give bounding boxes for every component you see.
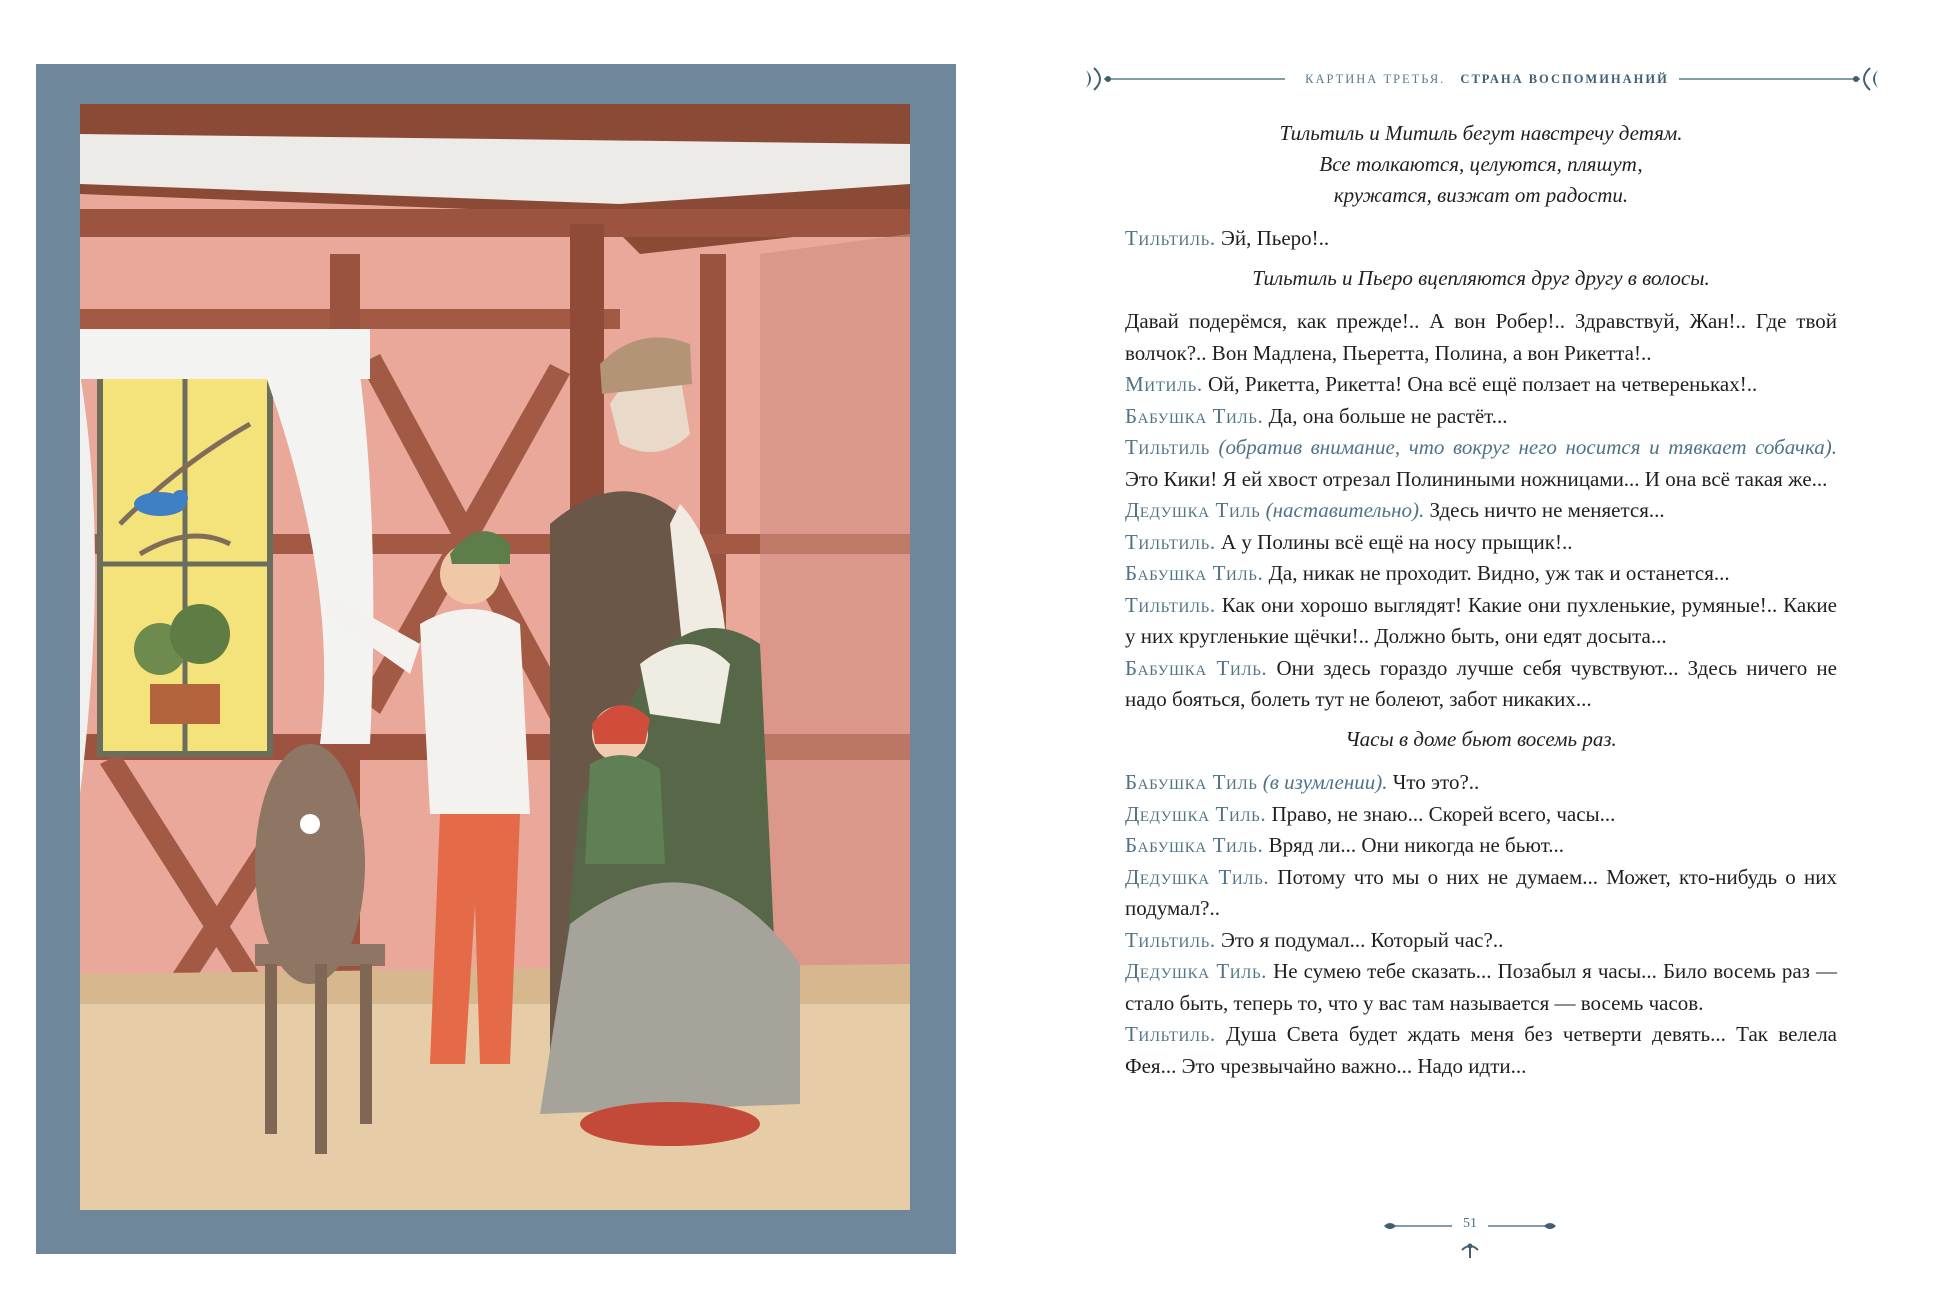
line-text: Как они хорошо выглядят! Какие они пухленькие, румяные!.. Какие у них кругленькие щёчки!.. Должно быть, они едят досыта...: [1125, 592, 1837, 648]
line-text: Давай подерёмся, как прежде!.. А вон Робер!.. Здравствуй, Жан!.. Где твой волчок?.. Вон Мадлена, Пьеретта, Полина, а вон Рикетта!..: [1125, 309, 1837, 365]
dialogue-line: [1125, 956, 1837, 1019]
page-footer: [1380, 1214, 1560, 1260]
speaker-name: Тильтиль.: [1125, 592, 1216, 617]
header-chapter-title: СТРАНА ВОСПОМИНАНИЙ: [1460, 72, 1669, 86]
speaker-name: Тильтиль.: [1125, 927, 1216, 952]
line-text: Да, никак не проходит. Видно, уж так и останется...: [1263, 561, 1730, 585]
stage-direction-hair: Тильтиль и Пьеро вцепляются друг другу в волосы.: [1252, 265, 1710, 290]
line-text: Не сумею тебе сказать... Позабыл я часы... Било восемь раз — стало быть, теперь то, что у вас там называется — восемь часов.: [1125, 959, 1837, 1015]
line-text: Это я подумал... Который час?..: [1215, 927, 1504, 952]
dialogue-line: [1125, 527, 1837, 559]
line-text: Они здесь гораздо лучше себя чувствуют... Здесь ничего не надо бояться, болеть тут не болеют, забот никаких...: [1125, 655, 1837, 711]
speaker-name: Тильтиль: [1125, 435, 1210, 459]
dialogue-line: [1125, 767, 1837, 799]
line-text: А у Полины всё ещё на носу прыщик!..: [1215, 529, 1573, 554]
dialogue-line: [1125, 1019, 1837, 1082]
dialogue-line: [1125, 925, 1837, 957]
line-text: Ой, Рикетта, Рикетта! Она всё ещё ползает на четвереньках!..: [1202, 372, 1758, 396]
dialogue-line: [1125, 862, 1837, 925]
line-text: Эй, Пьеро!..: [1215, 226, 1330, 250]
line-text: Что это?..: [1387, 770, 1480, 794]
line-text: Да, она больше не растёт...: [1263, 403, 1508, 428]
dialogue-line: [1125, 401, 1837, 433]
dialogue-line: [1125, 830, 1837, 862]
watercolor-scene-image: [80, 104, 910, 1210]
dialogue-line: [1125, 306, 1837, 369]
line-text: Это Кики! Я ей хвост отрезал Полиниными ножницами... И она всё такая же...: [1125, 466, 1828, 491]
speaker-name: Митиль.: [1125, 372, 1203, 396]
page-number: 51: [1463, 1216, 1477, 1231]
dialogue-line: [1125, 495, 1837, 527]
illustration: [80, 104, 910, 1210]
dialogue-line: [1125, 590, 1837, 653]
speaker-name: Бабушка Тиль.: [1125, 833, 1264, 857]
dialogue-line: [1125, 432, 1837, 495]
stage-aside: (в изумлении).: [1257, 770, 1388, 794]
line-text: Потому что мы о них не думаем... Может, кто-нибудь о них подумал?..: [1125, 864, 1837, 920]
line-text: Вряд ли... Они никогда не бьют...: [1263, 833, 1565, 857]
line-text: Здесь ничто не меняется...: [1424, 498, 1665, 522]
speaker-name: Бабушка Тиль: [1125, 770, 1258, 794]
speaker-name: Бабушка Тиль.: [1125, 561, 1264, 585]
stage-aside: (обратив внимание, что вокруг него носится и тявкает собачка).: [1209, 435, 1837, 459]
header-prefix: КАРТИНА ТРЕТЬЯ.: [1295, 72, 1455, 86]
stage-direction-clock: Часы в доме бьют восемь раз.: [1345, 726, 1617, 751]
stage-direction-intro: [1125, 118, 1837, 211]
dialogue-line: [1125, 558, 1837, 590]
speaker-name: Тильтиль.: [1125, 226, 1216, 250]
speaker-name: Бабушка Тиль.: [1125, 403, 1264, 428]
line-text: Душа Света будет ждать меня без четверти девять... Так велела Фея... Это чрезвычайно важно... Надо идти...: [1125, 1022, 1837, 1078]
page-text: [1125, 118, 1837, 1082]
stage-line: Все толкаются, целуются, пляшут,: [1319, 152, 1643, 176]
speaker-name: Дедушка Тиль.: [1125, 959, 1268, 983]
speaker-name: Бабушка Тиль.: [1125, 655, 1268, 680]
header-title: [1082, 72, 1882, 87]
running-header: [1082, 62, 1882, 96]
line-text: Право, не знаю... Скорей всего, часы...: [1266, 801, 1616, 826]
dialogue-line: [1125, 799, 1837, 831]
dialogue-line: [1125, 223, 1837, 255]
speaker-name: Тильтиль.: [1125, 1022, 1216, 1046]
dialogue-line: [1125, 369, 1837, 401]
speaker-name: Дедушка Тиль.: [1125, 801, 1267, 826]
dialogue-line: [1125, 653, 1837, 716]
speaker-name: Дедушка Тиль.: [1125, 864, 1270, 889]
stage-line: Тильтиль и Митиль бегут навстречу детям.: [1279, 121, 1683, 145]
stage-aside: (наставительно).: [1260, 498, 1425, 522]
stage-line: кружатся, визжат от радости.: [1333, 183, 1629, 207]
speaker-name: Дедушка Тиль: [1125, 498, 1261, 522]
speaker-name: Тильтиль.: [1125, 529, 1216, 554]
